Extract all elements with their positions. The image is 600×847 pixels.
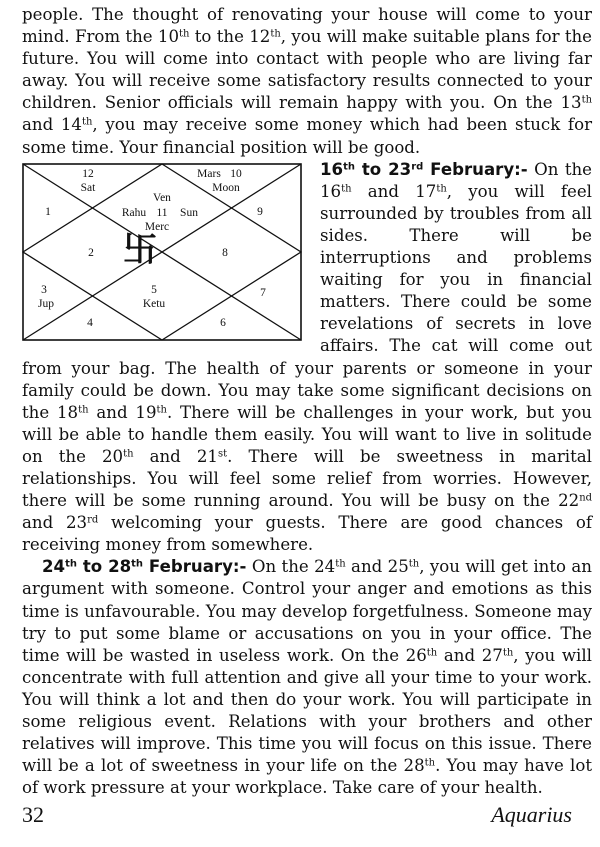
paragraph-3	[22, 556, 592, 799]
body-text	[22, 4, 592, 799]
house-11-planet-sun: Sun	[180, 206, 198, 219]
section-heading-24-28-feb: 24th to 28th February:-	[42, 557, 247, 577]
house-4-number: 4	[87, 316, 93, 329]
p1-text: people. The thought of renovating your house will come to your mind. From the 10th to the 12th, you will make suitable plans for the future. You will come into contact with people who are living far away. You will receive some satisfactory results connected to your children. Senior officials will remain happy with you. On the 13th and 14th, you may receive some money which had been stuck for some time. Your financial position will be good.	[22, 5, 592, 157]
house-7-number: 7	[260, 286, 266, 299]
house-10-planet-moon: Moon	[212, 181, 240, 194]
house-11-number: 11	[156, 206, 168, 219]
page-footer	[22, 802, 572, 828]
house-3-number: 3	[41, 283, 47, 296]
paragraph-1	[22, 4, 592, 159]
house-1-number: 1	[45, 205, 51, 218]
house-9-number: 9	[257, 205, 263, 218]
house-12-planet: Sat	[80, 181, 96, 194]
page-number: 32	[22, 802, 44, 827]
house-5-planet: Ketu	[142, 297, 166, 310]
house-8-number: 8	[222, 246, 228, 259]
p3-text: On the 24th and 25th, you will get into an argument with someone. Control your anger and emotions as this time is unfavourable. You may develop forgetfulness. Someone may try to put some blame or accusations on you in your office. The time will be wasted in useless work. On the 26th and 27th, you will concentrate with full attention and give all your time to your work. You will think a lot and then do your work. You will participate in some religious event. Relations with your brothers and other relatives will improve. This time you will focus on this issue. There will be a lot of sweetness in your life on the 28th. You may have lot of work pressure at your workplace. Take care of your health.	[22, 557, 592, 798]
horoscope-chart	[22, 163, 302, 341]
section-heading-16-23-feb: 16th to 23rd February:-	[320, 159, 528, 179]
house-10-number: 10	[230, 167, 242, 180]
p2-text: On the 16th and 17th, you will feel surrounded by troubles from all sides. There will be interruptions and problems waiting for you in financial matters. There could be some revelations of secrets in love affairs. The cat will come out from your bag. The health of your parents or someone in your family could be down. You may take some significant decisions on the 18th and 19th. There will be challenges in your work, but you will be able to handle them easily. You will want to live in solitude on the 20th and 21st. There will be sweetness in marital relationships. You will feel some relief from worries. However, there will be some running around. You will be busy on the 22nd and 23rd welcoming your guests. There are good chances of receiving money from somewhere.	[22, 159, 592, 555]
chapter-title: Aquarius	[491, 802, 572, 827]
house-11-planet-ven: Ven	[153, 191, 171, 204]
house-6-number: 6	[220, 316, 226, 329]
house-2-number: 2	[88, 246, 94, 259]
house-10-planet-mars: Mars	[197, 167, 221, 180]
house-11-planet-merc: Merc	[144, 220, 170, 233]
house-12-number: 12	[82, 167, 94, 180]
house-5-number: 5	[151, 283, 157, 296]
house-11-planet-rahu: Rahu	[121, 206, 147, 219]
house-3-planet: Jup	[38, 297, 54, 310]
horoscope-chart-svg	[22, 163, 302, 341]
swastika-symbol: 卐	[123, 229, 157, 270]
